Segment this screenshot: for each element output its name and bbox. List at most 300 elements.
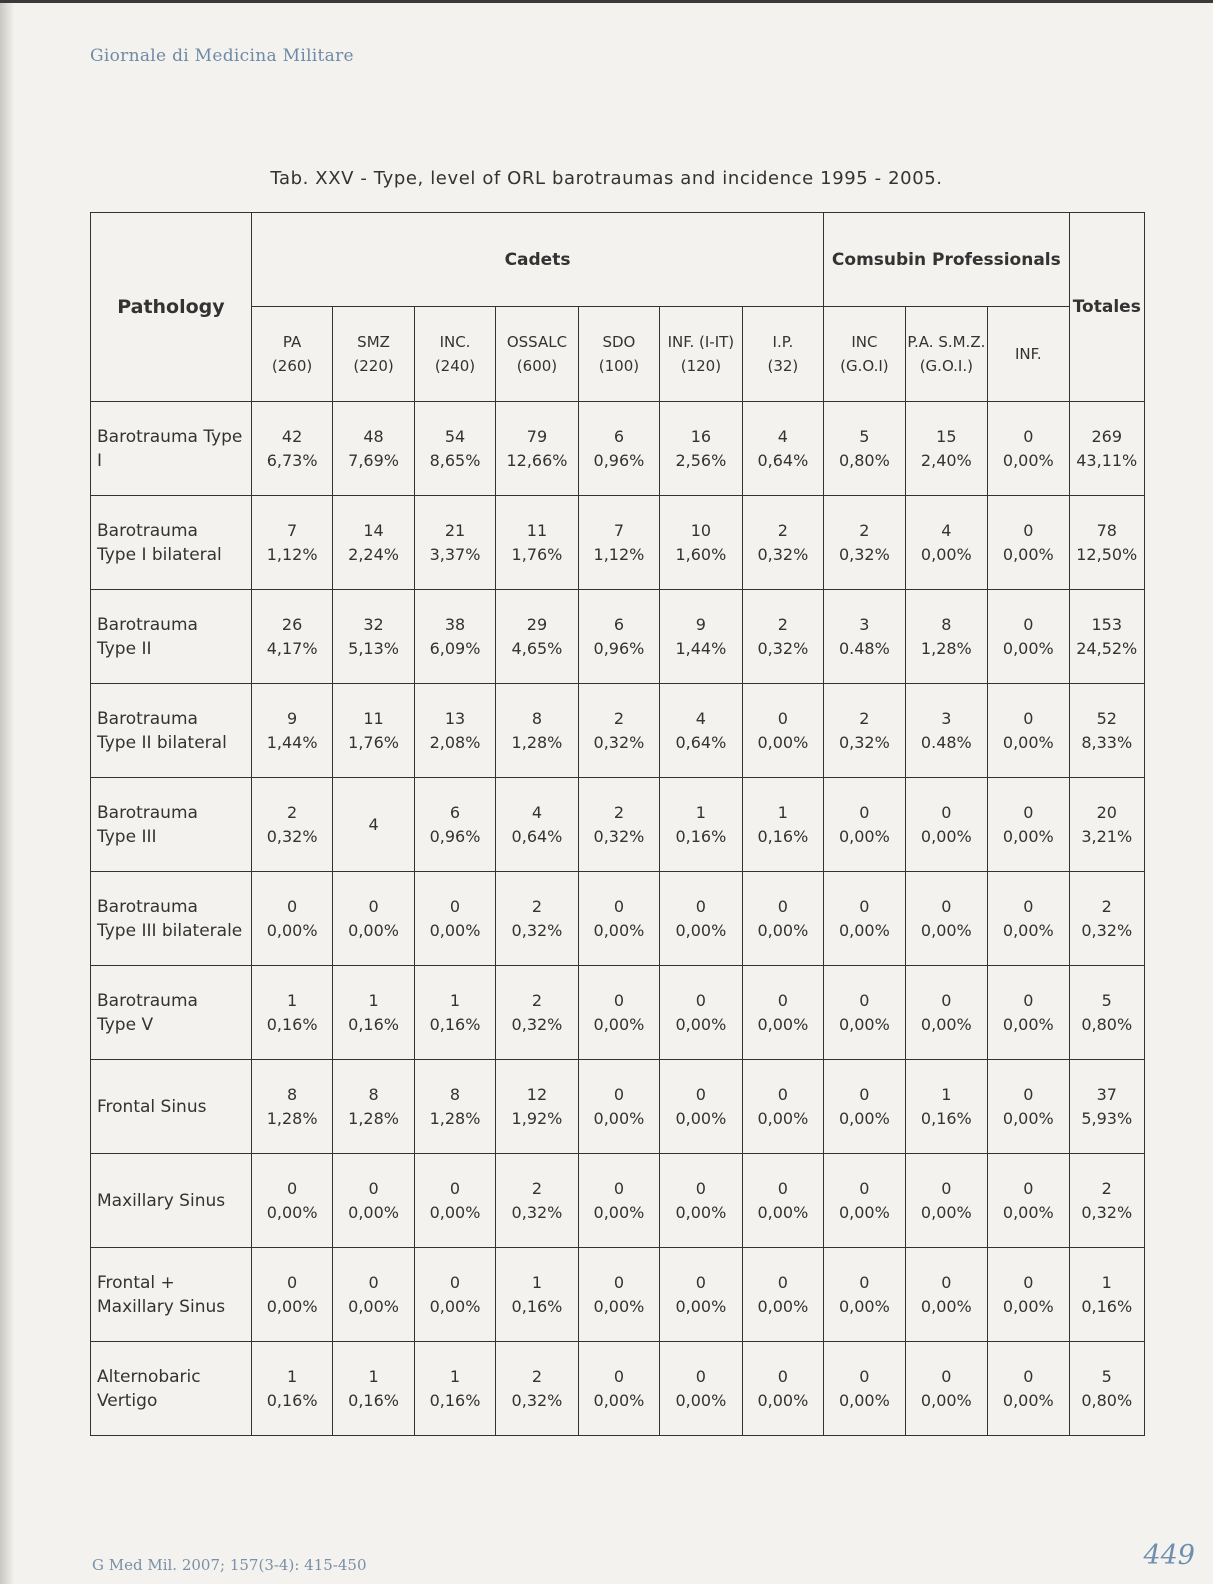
cell-count: 0 <box>613 1084 625 1104</box>
data-cell <box>496 402 578 496</box>
cell-percent: 0,80% <box>838 450 890 470</box>
data-cell <box>251 402 332 496</box>
cell-count: 0 <box>1023 802 1034 822</box>
cell-percent: 0,80% <box>1081 1390 1133 1410</box>
cell-count: 5 <box>1101 990 1112 1010</box>
column-header <box>578 307 659 402</box>
cell-count: 2 <box>531 1178 543 1198</box>
cell-count: 0 <box>1023 1178 1034 1198</box>
cell-count: 42 <box>281 426 303 446</box>
cell-percent: 0,00% <box>920 1296 972 1316</box>
table-row <box>91 1154 1145 1248</box>
cell-percent: 0,64% <box>757 450 809 470</box>
column-header-line1: P.A. S.M.Z. <box>907 333 986 351</box>
data-cell <box>333 1342 414 1436</box>
cell-percent: 0,00% <box>1002 638 1054 658</box>
cell-count: 0 <box>1023 990 1034 1010</box>
cell-count: 6 <box>613 426 625 446</box>
row-label-label2: Type II <box>97 638 152 659</box>
cell-percent: 0,00% <box>266 920 318 940</box>
cell-percent: 0,96% <box>429 826 481 846</box>
data-cell <box>414 684 495 778</box>
cell-count: 0 <box>777 1366 788 1386</box>
total-cell <box>1069 1342 1144 1436</box>
barotrauma-table <box>90 212 1145 1436</box>
total-cell <box>1069 496 1144 590</box>
cell-percent: 3,21% <box>1081 826 1133 846</box>
cell-percent: 0,00% <box>757 1390 809 1410</box>
row-label-label1: Maxillary Sinus <box>97 1190 226 1211</box>
cell-percent: 1,28% <box>348 1108 399 1128</box>
row-label <box>91 496 252 590</box>
cell-percent: 5,13% <box>348 638 399 658</box>
data-cell <box>824 778 905 872</box>
data-cell <box>414 872 495 966</box>
data-cell <box>414 1248 495 1342</box>
cell-percent: 43,11% <box>1076 450 1138 470</box>
cell-count: 3 <box>859 614 870 634</box>
data-cell <box>905 1248 987 1342</box>
cell-count: 0 <box>695 1366 706 1386</box>
cell-percent: 0,64% <box>675 732 727 752</box>
row-label <box>91 402 252 496</box>
cell-percent: 4,17% <box>266 638 318 658</box>
cell-percent: 0,00% <box>920 1014 972 1034</box>
cell-count: 0 <box>1023 896 1034 916</box>
cell-percent: 8,33% <box>1081 732 1133 752</box>
data-cell <box>333 872 414 966</box>
total-cell <box>1069 778 1144 872</box>
cell-percent: 0,00% <box>675 1014 727 1034</box>
row-label-label1: Barotrauma <box>97 614 198 635</box>
cell-count: 0 <box>941 1178 952 1198</box>
data-cell <box>742 402 824 496</box>
cell-percent: 0,00% <box>675 1296 727 1316</box>
cell-count: 0 <box>613 1272 625 1292</box>
data-cell <box>988 1342 1069 1436</box>
cell-count: 1 <box>368 1366 379 1386</box>
cell-count: 0 <box>941 990 952 1010</box>
cell-percent: 0,00% <box>920 544 972 564</box>
cell-count: 0 <box>1023 1272 1034 1292</box>
cell-percent: 8,65% <box>429 450 481 470</box>
cell-count: 48 <box>363 426 384 446</box>
data-cell <box>333 1248 414 1342</box>
cell-percent: 0,00% <box>675 1108 727 1128</box>
cell-count: 0 <box>1023 426 1034 446</box>
cell-count: 0 <box>1023 1084 1034 1104</box>
cell-count: 8 <box>531 708 543 728</box>
column-header-line2: (260) <box>271 357 313 375</box>
cell-count: 0 <box>777 1084 788 1104</box>
cell-count: 37 <box>1096 1084 1117 1104</box>
cell-count: 0 <box>449 1272 461 1292</box>
cell-percent: 0,00% <box>838 1202 890 1222</box>
data-cell <box>333 684 414 778</box>
cell-count: 11 <box>526 520 548 540</box>
data-cell <box>660 872 742 966</box>
data-cell <box>905 590 987 684</box>
cell-percent: 1,12% <box>593 544 645 564</box>
cell-percent: 0,32% <box>757 544 809 564</box>
data-cell <box>333 778 414 872</box>
cell-count: 1 <box>368 990 379 1010</box>
data-cell <box>824 684 905 778</box>
column-header-line2: (220) <box>353 357 394 375</box>
cell-percent: 0,96% <box>593 638 645 658</box>
cell-count: 153 <box>1091 614 1123 634</box>
journal-name: Giornale di Medicina Militare <box>90 46 354 66</box>
cell-count: 5 <box>859 426 870 446</box>
cell-count: 0 <box>695 1272 706 1292</box>
data-cell <box>905 1060 987 1154</box>
data-cell <box>660 778 742 872</box>
comsubin-group-header: Comsubin Professionals <box>824 213 1069 307</box>
cell-percent: 0,32% <box>838 732 890 752</box>
cell-count: 2 <box>531 896 543 916</box>
cell-percent: 0,00% <box>266 1202 318 1222</box>
cell-count: 29 <box>526 614 548 634</box>
cell-count: 12 <box>526 1084 548 1104</box>
cell-count: 1 <box>695 802 706 822</box>
cell-percent: 7,69% <box>348 450 399 470</box>
cell-percent: 0,32% <box>1081 1202 1133 1222</box>
cell-count: 10 <box>690 520 712 540</box>
data-cell <box>742 1154 824 1248</box>
cell-percent: 0,96% <box>593 450 645 470</box>
cell-percent: 1,28% <box>511 732 563 752</box>
cell-percent: 2,56% <box>675 450 727 470</box>
cell-count: 5 <box>1101 1366 1112 1386</box>
data-cell <box>988 966 1069 1060</box>
cell-count: 2 <box>859 708 870 728</box>
data-cell <box>414 1060 495 1154</box>
cell-percent: 0,00% <box>675 1390 727 1410</box>
row-label-label1: Barotrauma Type I <box>97 426 243 471</box>
cell-percent: 0,00% <box>1002 920 1054 940</box>
column-header <box>824 307 905 402</box>
column-header <box>496 307 578 402</box>
cell-count: 269 <box>1091 426 1123 446</box>
cell-count: 1 <box>777 802 788 822</box>
data-cell <box>414 1342 495 1436</box>
table-row <box>91 402 1145 496</box>
column-header-line1: I.P. <box>772 333 794 351</box>
cell-percent: 0,00% <box>593 1108 645 1128</box>
cell-percent: 0,00% <box>1002 1014 1054 1034</box>
column-header <box>333 307 414 402</box>
table-caption: Tab. XXV - Type, level of ORL barotraumas and incidence 1995 - 2005. <box>270 168 943 189</box>
cell-count: 6 <box>449 802 461 822</box>
column-header-line1: PA <box>282 333 302 351</box>
row-label <box>91 778 252 872</box>
cell-percent: 1,44% <box>266 732 318 752</box>
cell-count: 0 <box>777 990 788 1010</box>
data-cell <box>660 1060 742 1154</box>
table-row <box>91 684 1145 778</box>
cell-count: 7 <box>613 520 625 540</box>
data-cell <box>333 496 414 590</box>
cell-count: 8 <box>941 614 952 634</box>
cell-percent: 0,00% <box>757 920 809 940</box>
column-header-line2: (G.O.I) <box>840 357 889 375</box>
data-cell <box>251 1060 332 1154</box>
column-header-line2: (32) <box>767 357 799 375</box>
data-cell <box>496 684 578 778</box>
column-header <box>660 307 742 402</box>
cell-percent: 0,32% <box>757 638 809 658</box>
cell-percent: 6,73% <box>266 450 318 470</box>
cell-percent: 0,16% <box>348 1390 399 1410</box>
cadets-group-header: Cadets <box>251 213 823 307</box>
data-cell <box>905 778 987 872</box>
cell-count: 1 <box>449 1366 461 1386</box>
row-label-label1: Barotrauma <box>97 896 198 917</box>
column-header <box>251 307 332 402</box>
cell-percent: 0,00% <box>429 1296 481 1316</box>
cell-count: 2 <box>1101 1178 1112 1198</box>
cell-percent: 0,00% <box>757 1296 809 1316</box>
data-cell <box>414 1154 495 1248</box>
cell-count: 2 <box>613 708 625 728</box>
cell-count: 20 <box>1096 802 1117 822</box>
cell-count: 0 <box>1023 520 1034 540</box>
data-cell <box>905 966 987 1060</box>
cell-percent: 0,00% <box>757 1014 809 1034</box>
row-label-label2: Maxillary Sinus <box>97 1296 226 1317</box>
cell-count: 0 <box>368 896 379 916</box>
data-cell <box>824 402 905 496</box>
data-cell <box>905 1154 987 1248</box>
data-cell <box>988 1154 1069 1248</box>
column-header-line2: (240) <box>434 357 476 375</box>
cell-percent: 0,00% <box>348 1202 399 1222</box>
cell-count: 14 <box>363 520 384 540</box>
data-cell <box>824 1154 905 1248</box>
cell-percent: 0,32% <box>838 544 890 564</box>
data-cell <box>905 872 987 966</box>
data-cell <box>333 1060 414 1154</box>
cell-percent: 0.48% <box>838 638 890 658</box>
row-label <box>91 1060 252 1154</box>
cell-percent: 0,32% <box>511 1014 563 1034</box>
data-cell <box>742 966 824 1060</box>
cell-percent: 0,00% <box>593 1390 645 1410</box>
cell-percent: 0,32% <box>511 920 563 940</box>
data-cell <box>988 402 1069 496</box>
cell-count: 0 <box>613 896 625 916</box>
row-label <box>91 966 252 1060</box>
data-cell <box>824 872 905 966</box>
cell-count: 3 <box>941 708 952 728</box>
data-cell <box>496 966 578 1060</box>
cell-count: 8 <box>287 1084 298 1104</box>
data-cell <box>660 590 742 684</box>
data-cell <box>660 402 742 496</box>
cell-percent: 0,16% <box>511 1296 563 1316</box>
cell-count: 0 <box>941 896 952 916</box>
data-cell <box>742 496 824 590</box>
row-label-label1: Barotrauma <box>97 520 198 541</box>
row-label-label2: Vertigo <box>97 1390 158 1411</box>
cell-count: 0 <box>695 1084 706 1104</box>
cell-percent: 0,00% <box>757 1108 809 1128</box>
cell-percent: 6,09% <box>429 638 481 658</box>
cell-count: 0 <box>859 1366 870 1386</box>
row-label-label2: Type II bilateral <box>97 732 227 753</box>
data-cell <box>496 1248 578 1342</box>
data-cell <box>578 872 659 966</box>
cell-percent: 2,08% <box>429 732 481 752</box>
row-label-label1: Barotrauma <box>97 708 198 729</box>
footer-citation: G Med Mil. 2007; 157(3-4): 415-450 <box>92 1556 367 1574</box>
data-cell <box>660 1154 742 1248</box>
row-label <box>91 1342 252 1436</box>
data-cell <box>251 590 332 684</box>
column-header <box>742 307 824 402</box>
data-cell <box>414 402 495 496</box>
data-cell <box>251 872 332 966</box>
cell-percent: 0,00% <box>1002 1390 1054 1410</box>
data-cell <box>905 1342 987 1436</box>
cell-count: 0 <box>859 896 870 916</box>
cell-percent: 0,00% <box>838 1014 890 1034</box>
column-header-line2: (G.O.I.) <box>919 357 973 375</box>
cell-count: 0 <box>368 1178 379 1198</box>
table-row <box>91 590 1145 684</box>
data-cell <box>578 590 659 684</box>
data-cell <box>742 872 824 966</box>
total-cell <box>1069 402 1144 496</box>
cell-percent: 1,92% <box>511 1108 563 1128</box>
cell-count: 0 <box>695 990 706 1010</box>
data-cell <box>251 1154 332 1248</box>
cell-count: 0 <box>613 1366 625 1386</box>
cell-count: 0 <box>777 1178 788 1198</box>
cell-count: 6 <box>613 614 625 634</box>
cell-percent: 0,16% <box>266 1390 318 1410</box>
cell-count: 1 <box>531 1272 543 1292</box>
cell-percent: 1,28% <box>920 638 972 658</box>
cell-count: 2 <box>531 1366 543 1386</box>
data-cell <box>251 966 332 1060</box>
cell-count: 4 <box>531 802 543 822</box>
cell-percent: 0,16% <box>266 1014 318 1034</box>
row-label-label1: Alternobaric <box>97 1366 201 1387</box>
cell-count: 0 <box>777 896 788 916</box>
data-cell <box>988 496 1069 590</box>
cell-count: 0 <box>449 1178 461 1198</box>
cell-count: 13 <box>444 708 466 728</box>
cell-count: 15 <box>936 426 957 446</box>
data-cell <box>333 402 414 496</box>
page-number: 449 <box>1143 1540 1195 1571</box>
cell-count: 1 <box>941 1084 952 1104</box>
cell-count: 0 <box>1023 614 1034 634</box>
cell-percent: 0,00% <box>348 920 399 940</box>
cell-percent: 0,00% <box>593 1202 645 1222</box>
total-cell <box>1069 1154 1144 1248</box>
row-label <box>91 872 252 966</box>
total-cell <box>1069 872 1144 966</box>
row-label-label1: Barotrauma <box>97 990 198 1011</box>
data-cell <box>660 684 742 778</box>
data-cell <box>824 1248 905 1342</box>
cell-percent: 0,32% <box>593 826 645 846</box>
cell-count: 0 <box>695 1178 706 1198</box>
cell-count: 0 <box>287 1178 298 1198</box>
cell-count: 0 <box>777 708 788 728</box>
total-cell <box>1069 1248 1144 1342</box>
cell-count: 2 <box>287 802 298 822</box>
pathology-header: Pathology <box>91 213 252 402</box>
cell-percent: 0,16% <box>1081 1296 1133 1316</box>
data-cell <box>578 1154 659 1248</box>
cell-count: 0 <box>287 1272 298 1292</box>
data-cell <box>496 872 578 966</box>
column-header-line1: OSSALC <box>506 333 568 351</box>
page-binding-shadow <box>0 0 14 1584</box>
data-cell <box>660 1248 742 1342</box>
data-cell <box>578 1342 659 1436</box>
cell-percent: 2,24% <box>348 544 399 564</box>
total-cell <box>1069 1060 1144 1154</box>
cell-percent: 24,52% <box>1076 638 1138 658</box>
cell-percent: 0,00% <box>1002 1202 1054 1222</box>
cell-percent: 0,00% <box>757 1202 809 1222</box>
data-cell <box>496 1342 578 1436</box>
cell-percent: 4,65% <box>511 638 563 658</box>
data-cell <box>414 496 495 590</box>
data-cell <box>988 1060 1069 1154</box>
cell-percent: 0,00% <box>838 1108 890 1128</box>
cell-count: 0 <box>1023 708 1034 728</box>
data-cell <box>988 590 1069 684</box>
cell-count: 79 <box>526 426 548 446</box>
totales-header: Totales <box>1069 213 1144 402</box>
cell-count: 32 <box>363 614 384 634</box>
data-cell <box>333 966 414 1060</box>
cell-percent: 0,00% <box>348 1296 399 1316</box>
cell-percent: 0,16% <box>348 1014 399 1034</box>
cell-count: 4 <box>695 708 706 728</box>
data-cell <box>496 1154 578 1248</box>
column-header-line1: INC. <box>439 333 471 351</box>
column-header-line1: SDO <box>602 333 636 351</box>
data-cell <box>824 590 905 684</box>
cell-count: 4 <box>368 814 379 834</box>
cell-percent: 1,28% <box>266 1108 318 1128</box>
cell-count: 0 <box>859 1272 870 1292</box>
cell-count: 0 <box>449 896 461 916</box>
table-row <box>91 872 1145 966</box>
data-cell <box>251 496 332 590</box>
cell-percent: 0,00% <box>1002 732 1054 752</box>
data-cell <box>578 778 659 872</box>
cell-count: 1 <box>449 990 461 1010</box>
data-cell <box>824 1342 905 1436</box>
cell-count: 0 <box>941 802 952 822</box>
data-cell <box>496 778 578 872</box>
cell-percent: 0.48% <box>920 732 972 752</box>
cell-count: 54 <box>444 426 466 446</box>
column-header <box>988 307 1069 402</box>
cell-percent: 0,00% <box>429 1202 481 1222</box>
data-cell <box>742 1248 824 1342</box>
cell-count: 2 <box>531 990 543 1010</box>
cell-percent: 0,00% <box>675 920 727 940</box>
cell-percent: 0,00% <box>1002 1296 1054 1316</box>
